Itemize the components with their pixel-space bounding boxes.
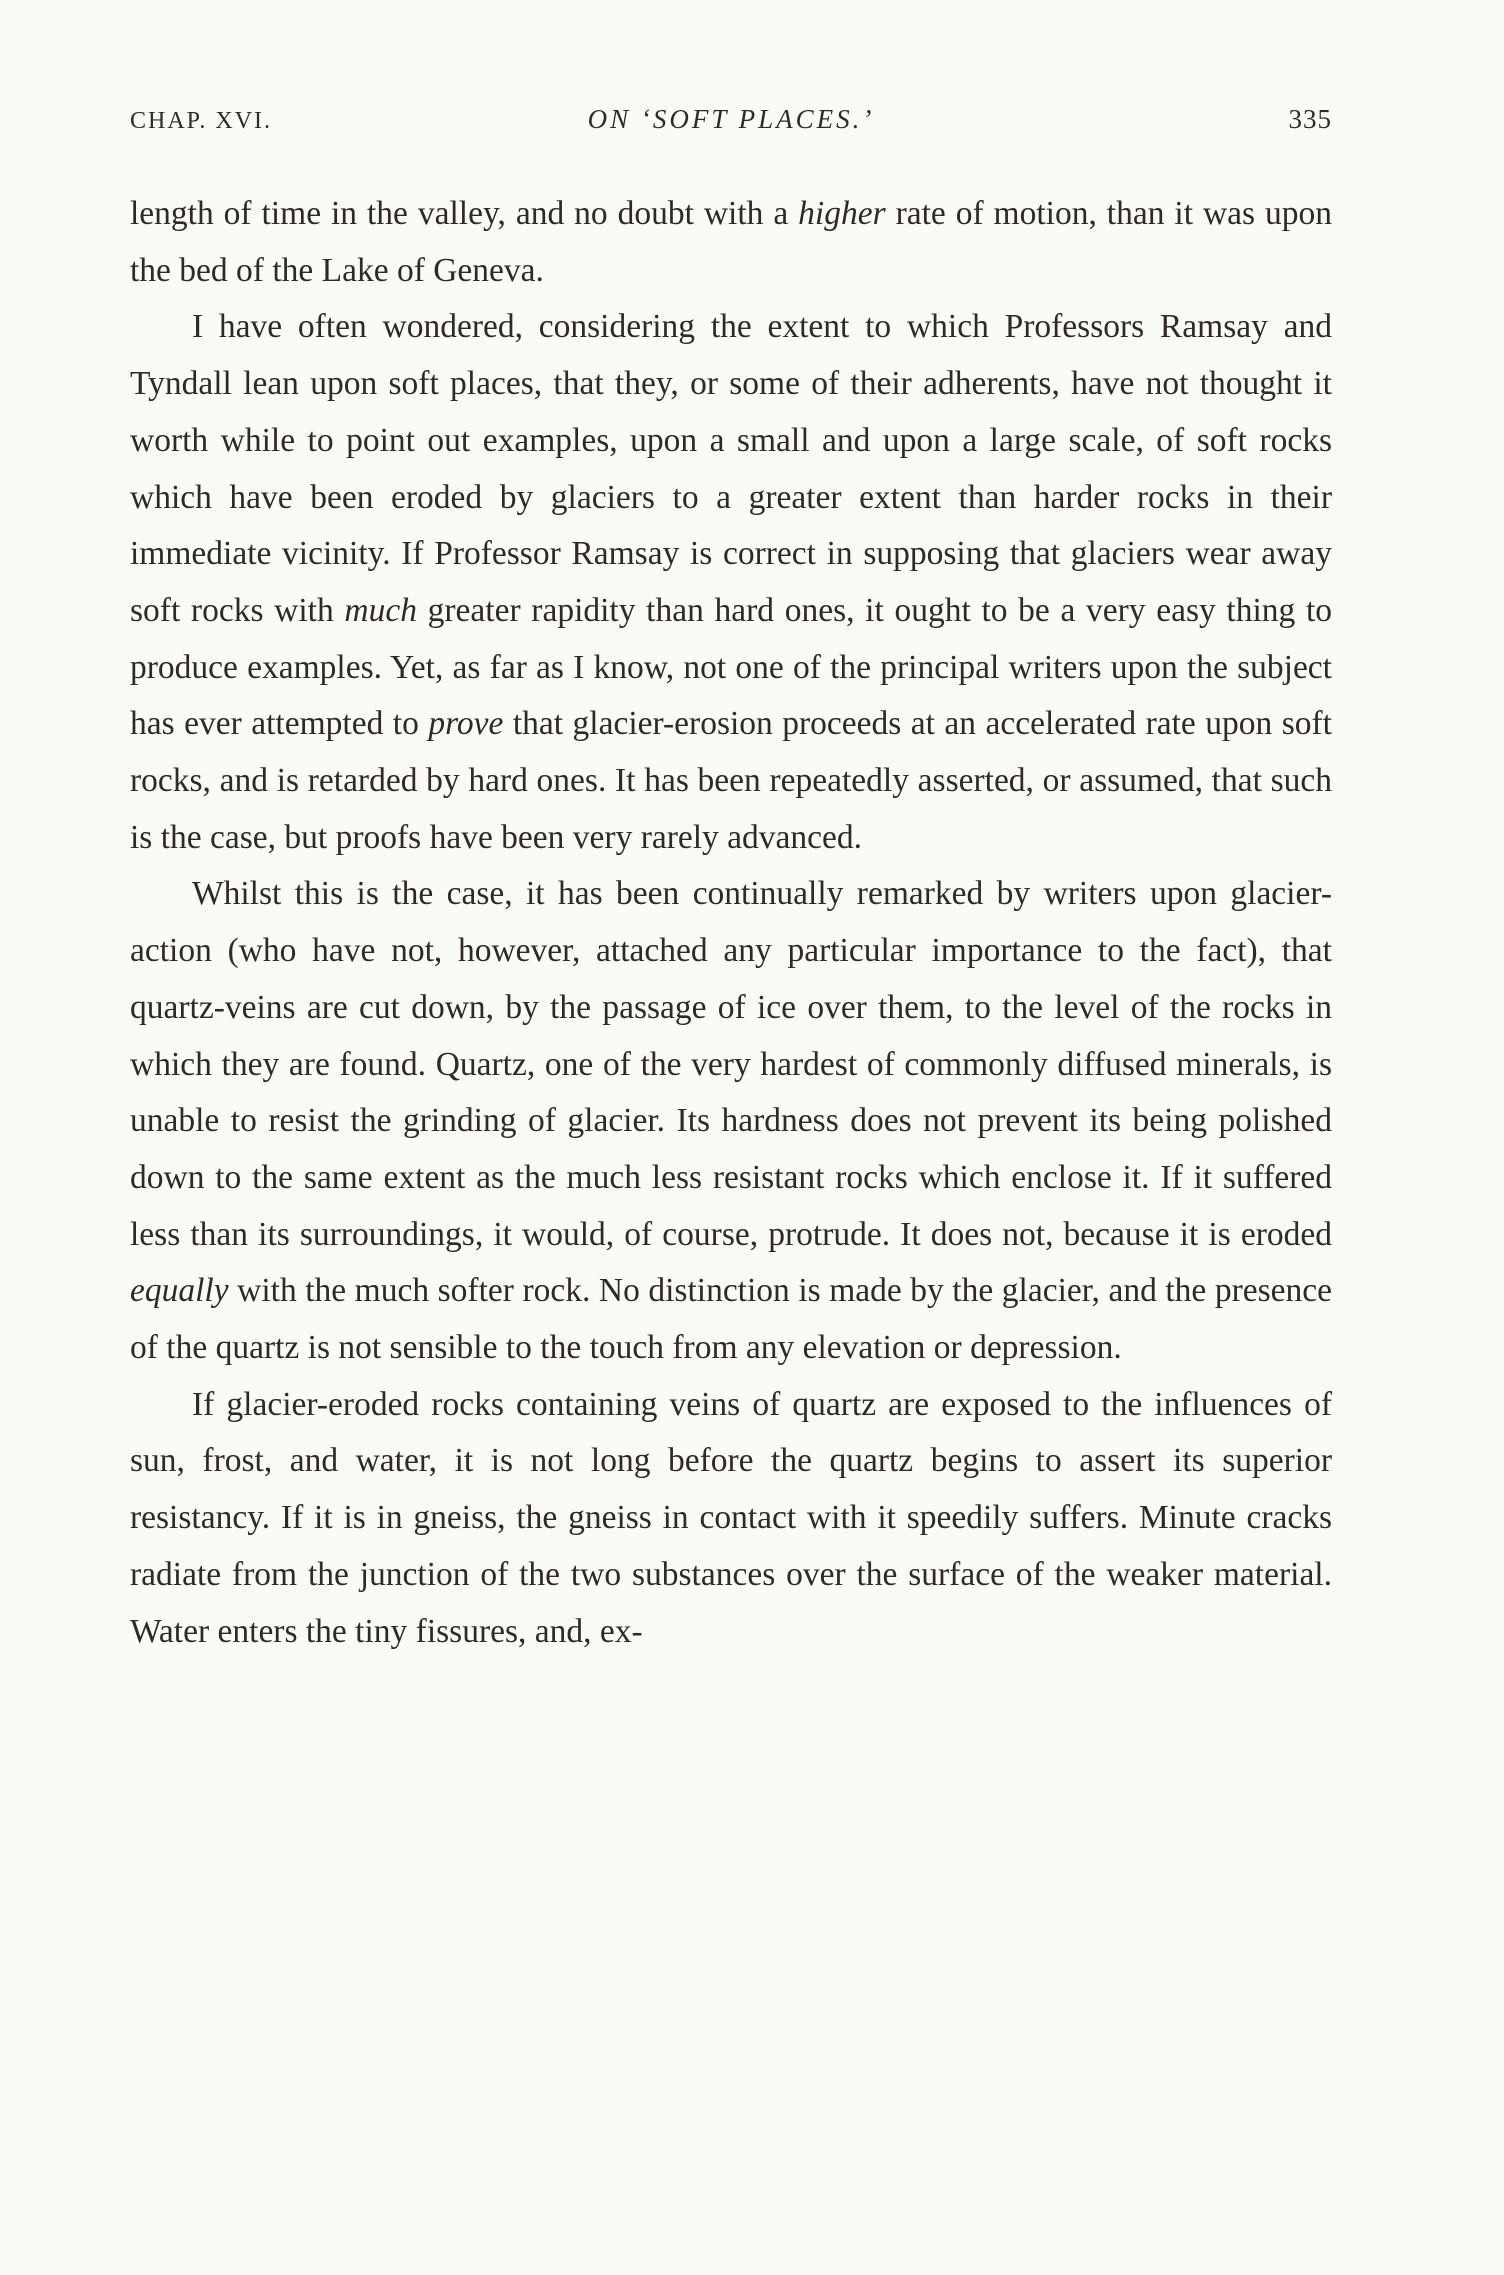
italic-text: higher [798,195,886,232]
chapter-title: ON ‘SOFT PLACES.’ [587,104,875,134]
text-segment: I have often wondered, considering the extent to which Professors Ramsay and Tyndall lean upon soft places, that they, or some of their adherents, have not thought it worth while to point out examples, upon a small and upon a large scale, of soft rocks which have been eroded by glaciers to a greater extent than harder rocks in their immediate vicinity. If Professor Ramsay is correct in supposing that glaciers wear away soft rocks with [130,308,1332,629]
paragraph-2 [130,299,1332,866]
text-segment: that glacier-erosion proceeds at an accelerated rate upon soft rocks, and is retarded by hard ones. It has been repeatedly asserted, or assumed, that such is the case, but proofs have been very rarely advanced. [130,705,1332,856]
text-segment: greater rapidity than hard ones, it ought to be a very easy thing to produce examples. Yet, as far as I know, not one of the principal writers upon the subject has ever attempted to [130,591,1333,743]
italic-text: equally [130,1272,229,1310]
paragraph-3 [130,866,1332,1376]
book-page [130,0,1332,2275]
paragraph-4 [130,1377,1332,1661]
text-segment: with the much softer rock. No distinction is made by the glacier, and the presence of the quartz is not sensible to the touch from any elevation or depression. [130,1272,1332,1367]
chapter-label: CHAP. XVI. [130,108,273,134]
page-number: 335 [1288,104,1332,134]
text-segment: Whilst this is the case, it has been continually remarked by writers upon glacier-action (who have not, however, attached any particular importance to the fact), that quartz-veins are cut down, by the passage of ice over them, to the level of the rocks in which they are found. Quartz, one of the very hardest of commonly diffused minerals, is unable to resist the grinding of glacier. Its hardness does not prevent its being polished down to the same extent as the much less resistant rocks which enclose it. If it suffered less than its surroundings, it would, of course, protrude. It does not, because it is eroded [130,875,1332,1253]
text-segment: length of time in the valley, and no doubt with a [130,195,799,232]
text-segment: If glacier-eroded rocks containing veins of quartz are exposed to the influences of sun, frost, and water, it is not long before the quartz begins to assert its superior resistancy. If it is in gneiss, the gneiss in contact with it speedily suffers. Minute cracks radiate from the junction of the two substances over the surface of the weaker material. Water enters the tiny fissures, and, ex- [130,1385,1332,1650]
italic-text: prove [428,705,504,743]
body-text [130,186,1332,1660]
running-head [130,104,1332,144]
text-segment: rate of motion, than it was upon the bed of the Lake of Geneva. [130,195,1332,289]
paragraph-1 [130,186,1332,299]
italic-text: much [344,591,417,629]
